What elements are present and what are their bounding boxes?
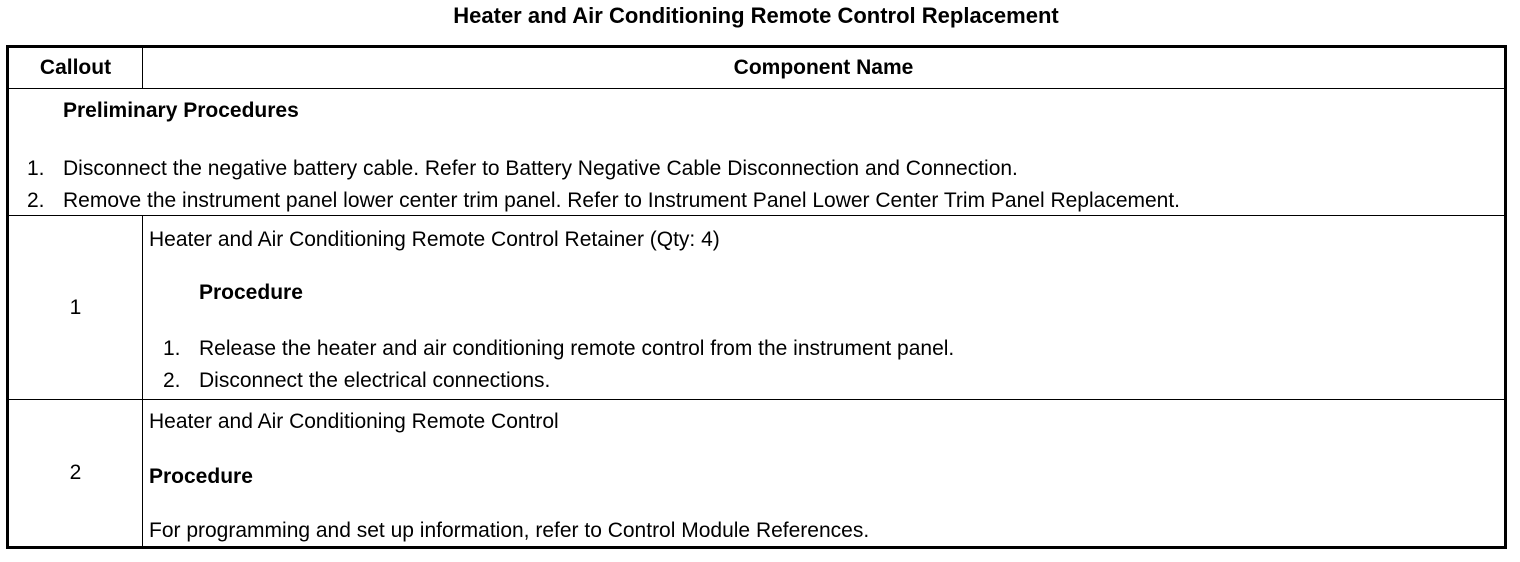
list-item: [9, 185, 1180, 217]
step-text: Disconnect the electrical connections.: [199, 369, 551, 392]
preliminary-procedures-cell: [8, 89, 1506, 216]
component-name: Heater and Air Conditioning Remote Control: [149, 410, 559, 433]
step-number: 1.: [163, 337, 181, 360]
callout-number: 2: [8, 400, 143, 548]
procedure-heading: Procedure: [199, 281, 303, 304]
callout-column-header: Callout: [8, 47, 143, 89]
component-column-header: Component Name: [143, 47, 1506, 89]
step-text: Release the heater and air conditioning remote control from the instrument panel.: [199, 337, 955, 360]
step-number: 2.: [27, 189, 45, 212]
procedure-steps-list: [143, 333, 954, 397]
procedure-table: [6, 45, 1507, 549]
list-item: [143, 333, 954, 365]
component-name: Heater and Air Conditioning Remote Control Retainer (Qty: 4): [149, 228, 720, 251]
preliminary-steps-list: [9, 153, 1180, 217]
table-row: [8, 216, 1506, 400]
procedure-heading: Procedure: [149, 465, 253, 488]
step-number: 1.: [27, 157, 45, 180]
list-item: [9, 153, 1180, 185]
step-text: Disconnect the negative battery cable. Refer to Battery Negative Cable Disconnection and Connection.: [63, 157, 1018, 180]
preliminary-row: [8, 89, 1506, 216]
table-row: [8, 400, 1506, 548]
step-number: 2.: [163, 369, 181, 392]
list-item: [143, 365, 954, 397]
component-cell: [143, 216, 1506, 400]
page-title: Heater and Air Conditioning Remote Control Replacement: [453, 3, 1059, 28]
preliminary-procedures-heading: Preliminary Procedures: [63, 99, 299, 122]
step-text: Remove the instrument panel lower center trim panel. Refer to Instrument Panel Lower Center Trim Panel Replacement.: [63, 189, 1181, 212]
component-cell: [143, 400, 1506, 548]
procedure-note: For programming and set up information, refer to Control Module References.: [149, 519, 870, 542]
callout-number: 1: [8, 216, 143, 400]
table-header-row: [8, 47, 1506, 89]
